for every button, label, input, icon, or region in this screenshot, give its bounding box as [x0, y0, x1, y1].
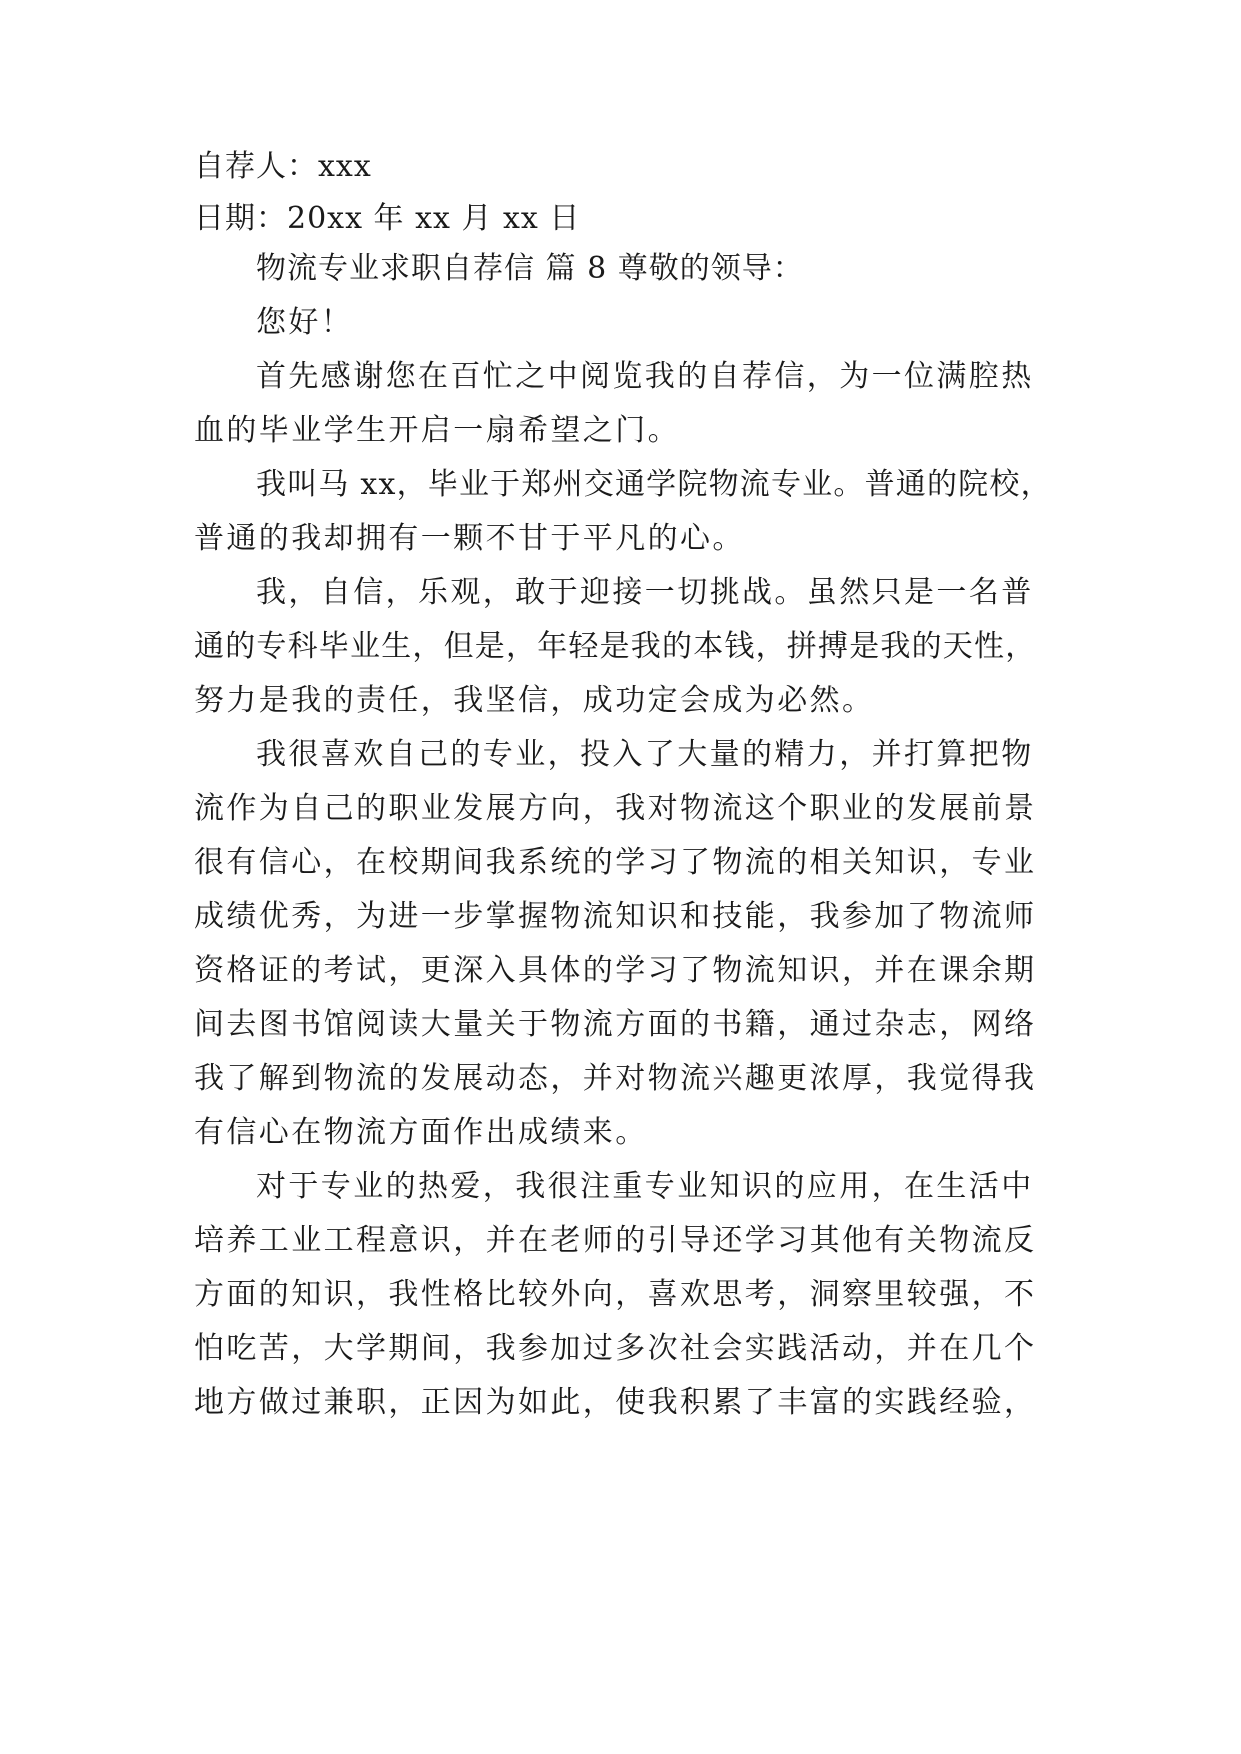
- body-line: 怕吃苦，大学期间，我参加过多次社会实践活动，并在几个: [194, 1331, 1037, 1366]
- letter-title-line: 物流专业求职自荐信 篇 8 尊敬的领导：: [256, 251, 804, 286]
- body-line: 血的毕业学生开启一扇希望之门。: [194, 413, 680, 448]
- body-line: 对于专业的热爱，我很注重专业知识的应用，在生活中: [256, 1169, 1034, 1204]
- date-line: 日期：20xx 年 xx 月 xx 日: [194, 201, 581, 236]
- body-line: 成绩优秀，为进一步掌握物流知识和技能，我参加了物流师: [194, 899, 1037, 934]
- body-line: 普通的我却拥有一颗不甘于平凡的心。: [194, 521, 745, 556]
- body-line: 我叫马 xx，毕业于郑州交通学院物流专业。普通的院校，: [256, 467, 1052, 502]
- body-line: 通的专科毕业生，但是，年轻是我的本钱，拼搏是我的天性，: [194, 629, 1037, 664]
- greeting-line: 您好！: [256, 305, 354, 340]
- body-line: 流作为自己的职业发展方向，我对物流这个职业的发展前景: [194, 791, 1037, 826]
- body-line: 方面的知识，我性格比较外向，喜欢思考，洞察里较强，不: [194, 1277, 1037, 1312]
- body-line: 我了解到物流的发展动态，并对物流兴趣更浓厚，我觉得我: [194, 1061, 1037, 1096]
- body-line: 间去图书馆阅读大量关于物流方面的书籍，通过杂志，网络: [194, 1007, 1037, 1042]
- body-line: 地方做过兼职，正因为如此，使我积累了丰富的实践经验，: [194, 1385, 1037, 1420]
- body-line: 我很喜欢自己的专业，投入了大量的精力，并打算把物: [256, 737, 1034, 772]
- body-line: 我，自信，乐观，敢于迎接一切挑战。虽然只是一名普: [256, 575, 1034, 610]
- body-line: 培养工业工程意识，并在老师的引导还学习其他有关物流反: [194, 1223, 1037, 1258]
- body-line: 资格证的考试，更深入具体的学习了物流知识，并在课余期: [194, 953, 1037, 988]
- body-line: 有信心在物流方面作出成绩来。: [194, 1115, 648, 1150]
- recommender-line: 自荐人：xxx: [194, 149, 372, 184]
- body-line: 很有信心，在校期间我系统的学习了物流的相关知识，专业: [194, 845, 1037, 880]
- body-line: 努力是我的责任，我坚信，成功定会成为必然。: [194, 683, 875, 718]
- body-line: 首先感谢您在百忙之中阅览我的自荐信，为一位满腔热: [256, 359, 1034, 394]
